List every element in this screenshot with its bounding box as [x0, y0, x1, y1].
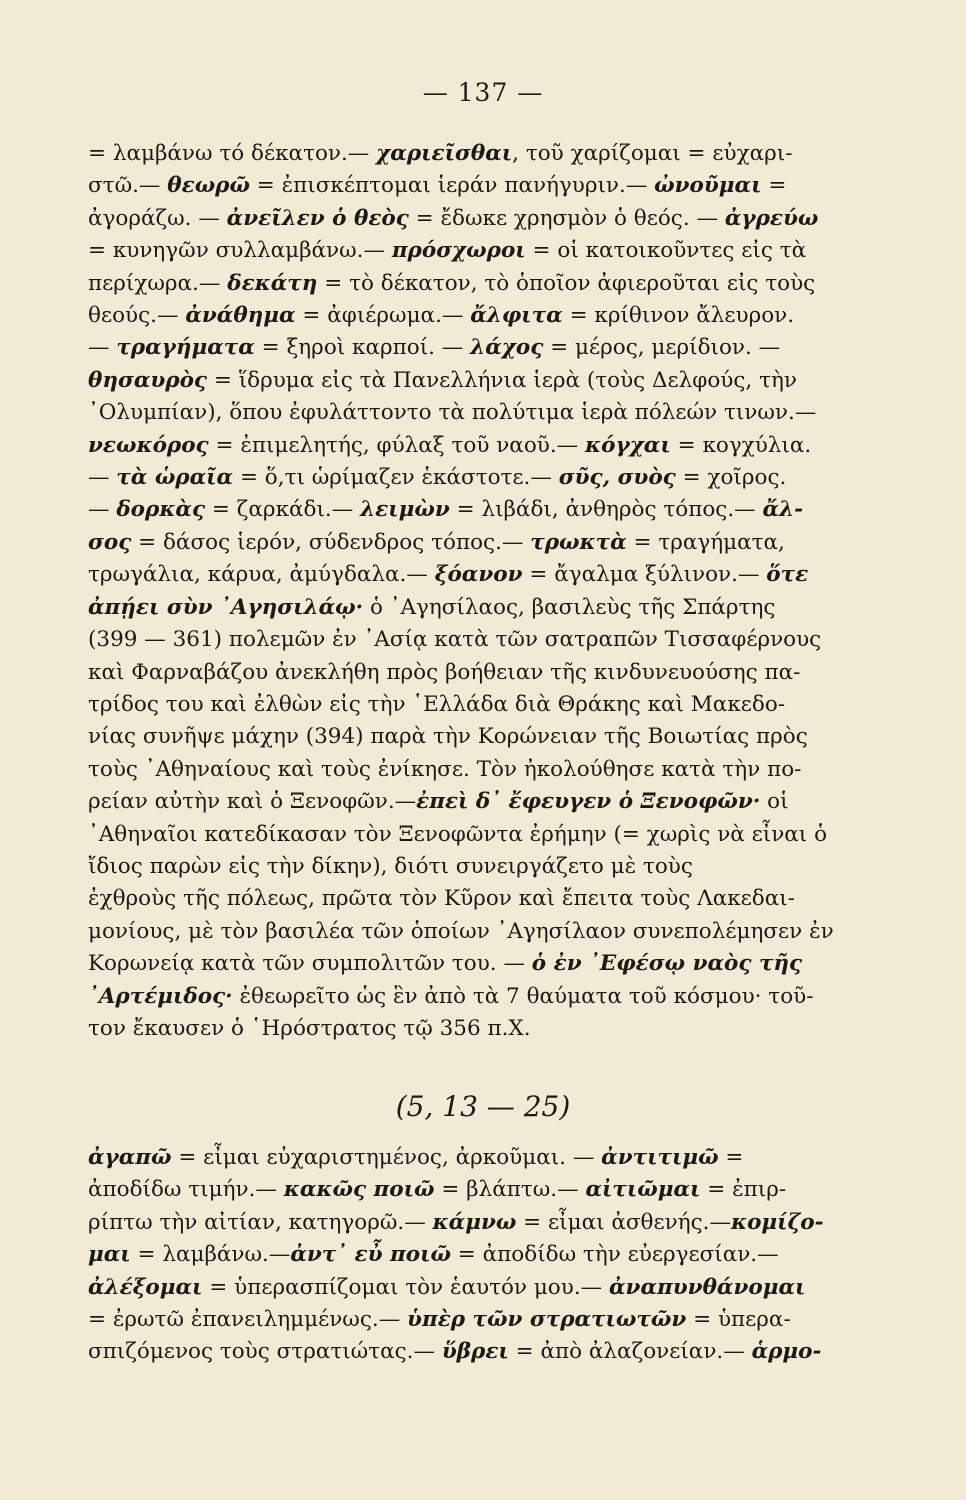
definition-text: = ὑπερα-	[686, 1307, 791, 1333]
headword: κομίζο-	[730, 1209, 824, 1235]
definition-text: καὶ Φαρναβάζου ἀνεκλήθη πρὸς βοήθειαν τῆς κινδυνευούσης πα-	[88, 659, 801, 685]
headword: ἀναπυνθάνομαι	[609, 1274, 806, 1300]
definition-text: = ἔδωκε χρησμὸν ὁ θεός. —	[408, 205, 725, 231]
definition-text: = ξηροὶ καρποί. —	[254, 335, 471, 361]
headword: ἀνεῖλεν ὁ θεὸς	[226, 205, 409, 231]
definition-text: ἐθεωρεῖτο ὡς ἓν ἀπὸ τὰ 7 θαύματα τοῦ κόσμου· τοῦ-	[232, 983, 814, 1009]
definition-text: ἴδιος παρὼν εἰς τὴν δίκην), διότι συνειργάζετο μὲ τοὺς	[88, 853, 693, 879]
page-number: — 137 —	[422, 78, 544, 107]
text-line	[88, 268, 836, 300]
definition-text: = ἀφιέρωμα.—	[295, 303, 471, 329]
section-heading: (5, 13 — 25)	[395, 1090, 571, 1123]
text-line	[88, 170, 836, 202]
headword: κόγχαι	[585, 432, 671, 458]
text-line	[88, 624, 836, 656]
headword: ἀντιτιμῶ	[601, 1145, 719, 1170]
definition-text: = κρίθινον ἄλευρον.	[562, 303, 795, 329]
text-line	[88, 592, 836, 624]
headword: ὅτε	[766, 562, 809, 588]
headword: ὑπὲρ τῶν στρατιωτῶν	[407, 1307, 687, 1333]
definition-text: στῶ.—	[88, 173, 168, 199]
headword: αἰτιῶμαι	[585, 1177, 701, 1203]
headword: κάμνω	[432, 1209, 517, 1235]
definition-text: μονίους, μὲ τὸν βασιλέα τῶν ὁποίων ᾿Αγησίλαον συνεπολέμησεν ἐν	[88, 918, 834, 944]
definition-text: = βλάπτω.—	[434, 1177, 586, 1203]
headword: ἀνάθημα	[185, 303, 296, 329]
headword: λάχος	[470, 335, 544, 361]
headword: σος	[88, 529, 132, 555]
definition-text: (399 — 361) πολεμῶν ἐν ᾿Ασίᾳ κατὰ τῶν σατραπῶν Τισσαφέρνους	[88, 627, 822, 653]
definition-text: τρίδος του καὶ ἐλθὼν εἰς τὴν ῾Ελλάδα διὰ Θράκης καὶ Μακεδο-	[88, 691, 786, 717]
definition-text: θεούς.—	[88, 303, 186, 329]
headword: κακῶς ποιῶ	[283, 1177, 435, 1203]
text-line	[88, 981, 836, 1013]
definition-text: = εἶμαι εὐχαριστημένος, ἀρκοῦμαι. —	[171, 1145, 602, 1170]
definition-text: = λαμβάνω.—	[130, 1242, 291, 1268]
definition-text: = χοῖρος.	[675, 465, 787, 491]
definition-text: = ὅ,τι ὡρίμαζεν ἑκάστοτε.—	[233, 465, 559, 491]
definition-text: —	[88, 497, 117, 523]
definition-text: οἱ	[760, 789, 789, 815]
text-line	[88, 462, 836, 494]
headword: ἀντ᾿ εὖ ποιῶ	[290, 1242, 451, 1268]
text-line	[88, 657, 836, 689]
text-line	[88, 1174, 836, 1206]
headword: ὁ ἐν ᾿Εφέσῳ ναὸς τῆς	[531, 951, 803, 977]
definition-text: ἀγοράζω. —	[88, 205, 227, 231]
text-line	[88, 1304, 836, 1336]
headword: τρωκτὰ	[530, 529, 627, 555]
text-line	[88, 754, 836, 786]
definition-text: τοὺς ᾿Αθηναίους καὶ τοὺς ἐνίκησε. Τὸν ἠκολούθησε κατὰ τὴν πο-	[88, 756, 802, 782]
headword: ᾿Αρτέμιδος·	[88, 983, 233, 1009]
definition-text: = τραγήματα,	[626, 529, 785, 555]
definition-text: —	[88, 465, 117, 491]
definition-text: = κυνηγῶν συλλαμβάνω.—	[88, 238, 392, 264]
definition-text: —	[88, 335, 117, 361]
text-line	[88, 1239, 836, 1271]
headword: νεωκόρος	[88, 432, 209, 458]
definition-text: = ἄγαλμα ξύλινον.—	[522, 562, 767, 588]
definition-text: = μέρος, μερίδιον. —	[543, 335, 781, 361]
text-line	[88, 203, 836, 235]
headword: δορκὰς	[116, 497, 206, 523]
headword: μαι	[88, 1242, 131, 1268]
text-line	[88, 559, 836, 591]
text-line	[88, 948, 836, 980]
definition-text: ρίπτω τὴν αἰτίαν, κατηγορῶ.—	[88, 1209, 433, 1235]
text-line	[88, 235, 836, 267]
definition-text: = ἀποδίδω τὴν εὐεργεσίαν.—	[450, 1242, 779, 1268]
headword: θησαυρὸς	[88, 367, 208, 393]
headword: ἄλ-	[762, 497, 804, 523]
definition-text: νίας συνῆψε μάχην (394) παρὰ τὴν Κορώνειαν τῆς Βοιωτίας πρὸς	[88, 724, 808, 750]
headword: σῦς, συὸς	[558, 465, 676, 491]
headword: ἀγαπῶ	[88, 1145, 172, 1170]
headword: ὠνοῦμαι	[654, 173, 762, 199]
definition-text: , τοῦ χαρίζομαι = εὐχαρι-	[512, 141, 793, 166]
text-line	[88, 1013, 836, 1045]
definition-text: ὁ ᾿Αγησίλαος, βασιλεὺς τῆς Σπάρτης	[363, 594, 776, 620]
definition-text: = ἐρωτῶ ἐπανειλημμένως.—	[88, 1307, 408, 1333]
headword: χαριεῖσθαι	[376, 141, 513, 166]
text-line	[88, 332, 836, 364]
definition-text: = λιβάδι, ἀνθηρὸς τόπος.—	[449, 497, 763, 523]
headword: δεκάτη	[227, 270, 318, 296]
text-line	[88, 430, 836, 462]
definition-text: ᾿Ολυμπίαν), ὅπου ἐφυλάττοντο τὰ πολύτιμα ἱερὰ πόλεών τινων.—	[88, 400, 817, 426]
headword: λειμὼν	[360, 497, 450, 523]
text-line	[88, 138, 836, 170]
definition-text: =	[718, 1145, 744, 1170]
text-line	[88, 916, 836, 948]
definition-text: = οἱ κατοικοῦντες εἰς τὰ	[525, 238, 807, 264]
text-line	[88, 819, 836, 851]
definition-text: =	[761, 173, 787, 199]
definition-text: τον ἔκαυσεν ὁ ῾Ηρόστρατος τῷ 356 π.Χ.	[88, 1015, 531, 1041]
glossary-section-2	[88, 1142, 836, 1369]
definition-text: σπιζόμενος τοὺς στρατιώτας.—	[88, 1339, 442, 1365]
definition-text: ᾿Αθηναῖοι κατεδίκασαν τὸν Ξενοφῶντα ἐρήμην (= χωρὶς νὰ εἶναι ὁ	[88, 821, 828, 847]
definition-text: τρωγάλια, κάρυα, ἀμύγδαλα.—	[88, 562, 435, 588]
glossary-section-1	[88, 138, 836, 1045]
headword: ἁρμο-	[751, 1339, 822, 1365]
definition-text: = ἐπιμελητής, φύλαξ τοῦ ναοῦ.—	[208, 432, 586, 458]
definition-text: = ἐπισκέπτομαι ἱεράν πανήγυριν.—	[249, 173, 655, 199]
definition-text: = ἐπιρ-	[700, 1177, 787, 1203]
text-line	[88, 1142, 836, 1174]
definition-text: ἀποδίδω τιμήν.—	[88, 1177, 284, 1203]
headword: τὰ ὡραῖα	[116, 465, 234, 491]
text-line	[88, 1336, 836, 1368]
headword: ἀλέξομαι	[88, 1274, 203, 1300]
text-line	[88, 494, 836, 526]
definition-text: = ἀπὸ ἀλαζονείαν.—	[508, 1339, 752, 1365]
headword: ἀπῄει σὺν ᾿Αγησιλάῳ·	[88, 594, 364, 620]
headword: ἄλφιτα	[470, 303, 563, 329]
text-line	[88, 689, 836, 721]
headword: ὕβρει	[441, 1339, 509, 1365]
definition-text: = ὑπερασπίζομαι τὸν ἑαυτόν μου.—	[202, 1274, 609, 1300]
definition-text: ρείαν αὐτὴν καὶ ὁ Ξενοφῶν.—	[88, 789, 417, 815]
text-line	[88, 786, 836, 818]
definition-text: = τὸ δέκατον, τὸ ὁποῖον ἀφιεροῦται εἰς τοὺς	[317, 270, 816, 296]
text-line	[88, 883, 836, 915]
text-line	[88, 300, 836, 332]
text-line	[88, 1207, 836, 1239]
definition-text: = δάσος ἱερόν, σύδενδρος τόπος.—	[131, 529, 531, 555]
text-line	[88, 721, 836, 753]
headword: τραγήματα	[116, 335, 255, 361]
definition-text: ἐχθροὺς τῆς πόλεως, πρῶτα τὸν Κῦρον καὶ ἔπειτα τοὺς Λακεδαι-	[88, 886, 795, 912]
definition-text: = λαμβάνω τό δέκατον.—	[88, 141, 377, 166]
definition-text: = εἶμαι ἀσθενής.—	[516, 1209, 731, 1235]
definition-text: = ἵδρυμα εἰς τὰ Πανελλήνια ἱερὰ (τοὺς Δελφούς, τὴν	[207, 367, 797, 393]
text-line	[88, 397, 836, 429]
text-line	[88, 1272, 836, 1304]
definition-text: = κογχύλια.	[670, 432, 812, 458]
text-line	[88, 851, 836, 883]
text-line	[88, 365, 836, 397]
headword: πρόσχωροι	[391, 238, 526, 264]
definition-text: Κορωνείᾳ κατὰ τῶν συμπολιτῶν του. —	[88, 951, 532, 977]
definition-text: = ζαρκάδι.—	[205, 497, 361, 523]
definition-text: περίχωρα.—	[88, 270, 228, 296]
headword: ἐπεὶ δ᾿ ἔφευγεν ὁ Ξενοφῶν·	[416, 789, 761, 815]
headword: ἀγρεύω	[724, 205, 819, 231]
text-line	[88, 527, 836, 559]
headword: ξόανον	[434, 562, 523, 588]
headword: θεωρῶ	[167, 173, 250, 199]
